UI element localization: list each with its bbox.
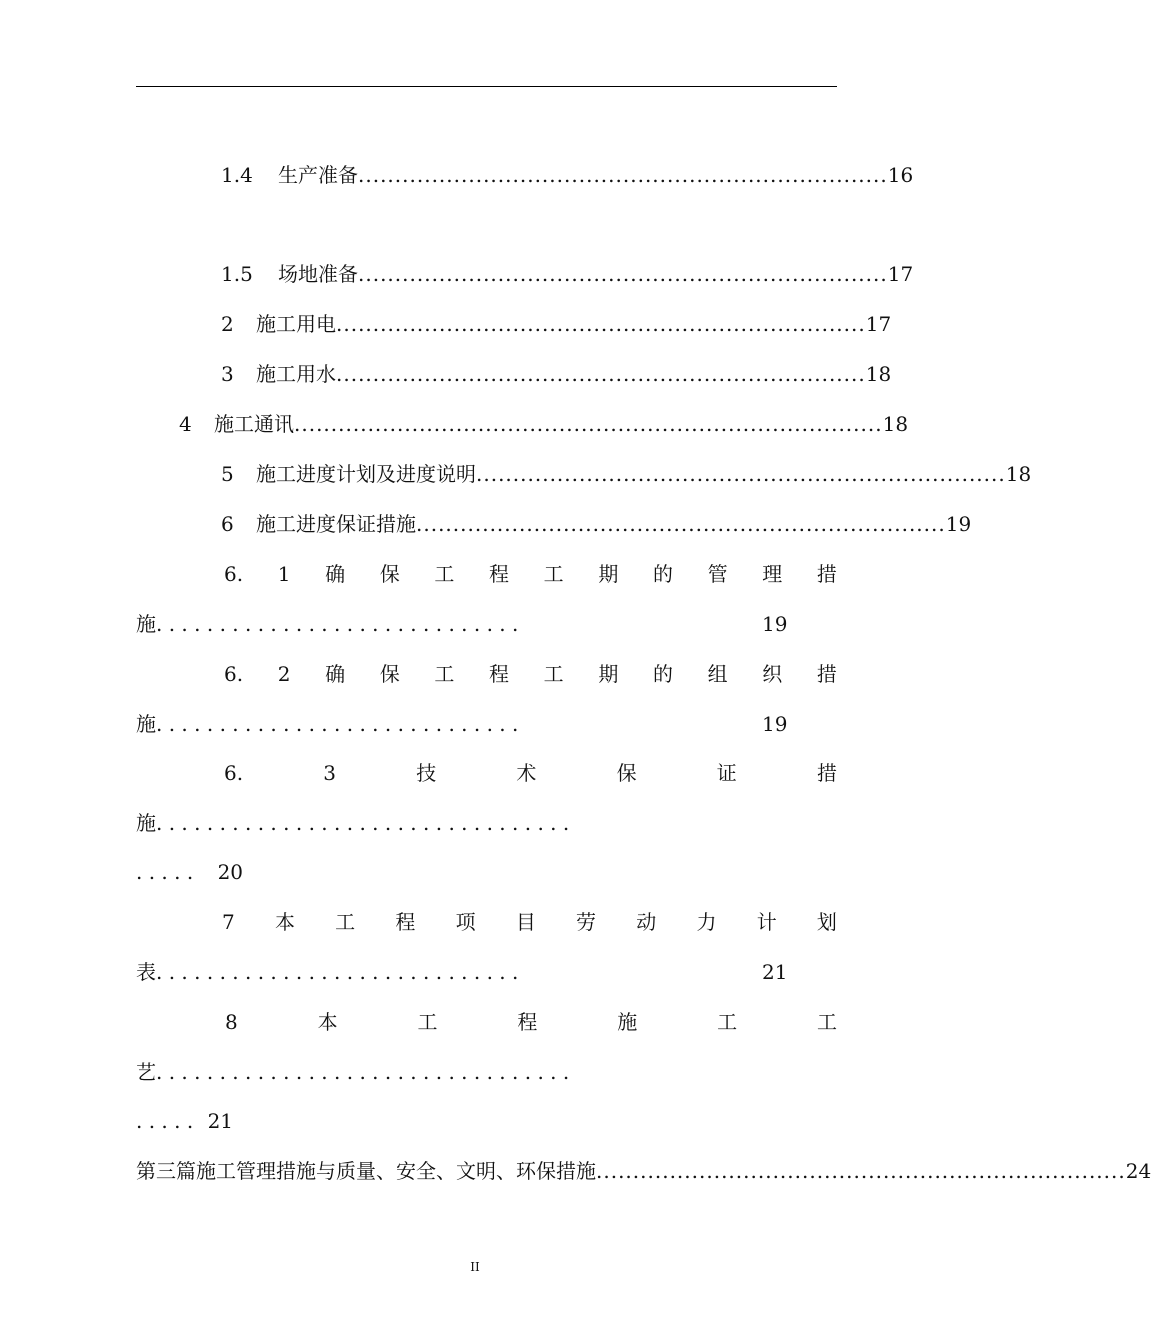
toc-entry-justified-line[interactable] — [224, 660, 837, 688]
toc-justified-token: 2 — [277, 662, 291, 686]
toc-entry-title-tail: 施 — [136, 712, 156, 736]
toc-justified-token: 工 — [434, 562, 455, 586]
toc-entry-title: 场地准备 — [278, 262, 358, 286]
toc-entry-continuation — [136, 610, 518, 638]
toc-justified-token: 技 — [416, 761, 437, 785]
toc-entry-title: 施工通讯 — [214, 412, 294, 436]
toc-entry-continuation — [136, 958, 518, 986]
toc-entry-number: 5 — [221, 462, 234, 486]
toc-justified-token: 保 — [616, 761, 637, 785]
toc-justified-token: 本 — [274, 910, 295, 934]
toc-dot-leader: ........................................................................ — [358, 163, 888, 187]
toc-justified-token: 组 — [707, 662, 728, 686]
toc-entry-title-tail: 表 — [136, 960, 156, 984]
toc-entry[interactable] — [221, 310, 892, 338]
toc-justified-token: 7 — [222, 910, 235, 934]
toc-entry-title: 施工用电 — [256, 312, 336, 336]
toc-justified-token: 8 — [225, 1010, 238, 1034]
toc-entry-title: 施工进度计划及进度说明 — [256, 462, 476, 486]
toc-justified-token: 本 — [317, 1010, 338, 1034]
toc-entry-justified-line[interactable] — [224, 759, 837, 787]
toc-dot-leader: ................................................................................ — [294, 412, 883, 436]
toc-entry-number: 6 — [221, 512, 234, 536]
toc-justified-token: 程 — [517, 1010, 538, 1034]
toc-justified-token: 确 — [325, 662, 346, 686]
toc-justified-token: 划 — [816, 910, 837, 934]
toc-justified-token: 工 — [717, 1010, 738, 1034]
page-footer-number: II — [470, 1260, 480, 1274]
toc-entry-number: 1.4 — [221, 163, 253, 187]
toc-justified-token: 保 — [379, 662, 400, 686]
toc-entry-number: 3 — [221, 362, 234, 386]
toc-justified-token: 程 — [489, 562, 510, 586]
toc-justified-token: 管 — [707, 562, 728, 586]
toc-entry[interactable] — [221, 161, 914, 189]
toc-justified-token: 证 — [716, 761, 737, 785]
toc-entry[interactable] — [179, 410, 909, 438]
toc-entry-justified-line[interactable] — [225, 1008, 837, 1036]
toc-entry-title: 生产准备 — [278, 163, 358, 187]
toc-justified-token: 6. — [224, 662, 244, 686]
toc-entry-number: 1.5 — [221, 262, 253, 286]
toc-entry-title-tail: 施 — [136, 811, 156, 835]
toc-justified-token: 3 — [323, 761, 337, 785]
toc-dot-leader: ........................................................................ — [358, 262, 888, 286]
toc-dot-leader: ........................................................................ — [416, 512, 946, 536]
toc-entry[interactable] — [221, 460, 1032, 488]
toc-dot-leader: . . . . . — [136, 860, 194, 884]
toc-entry-page: 18 — [882, 412, 909, 436]
toc-justified-token: 项 — [455, 910, 476, 934]
toc-justified-token: 措 — [816, 662, 837, 686]
toc-entry-title: 施工进度保证措施 — [256, 512, 416, 536]
toc-dot-leader: ........................................................................ — [336, 312, 866, 336]
toc-dot-leader: ........................................................................ — [596, 1159, 1126, 1183]
toc-entry-justified-line[interactable] — [224, 560, 837, 588]
toc-entry-number: 2 — [221, 312, 234, 336]
toc-justified-token: 工 — [543, 562, 564, 586]
header-rule — [136, 86, 837, 87]
toc-entry-continuation — [136, 809, 569, 837]
toc-entry-title: 施工用水 — [256, 362, 336, 386]
toc-justified-token: 织 — [762, 662, 783, 686]
toc-justified-token: 的 — [652, 562, 673, 586]
toc-justified-token: 的 — [652, 662, 673, 686]
toc-dot-leader: ........................................................................ — [476, 462, 1006, 486]
toc-entry[interactable] — [221, 510, 972, 538]
toc-justified-token: 术 — [516, 761, 537, 785]
toc-dot-leader: . . . . . . . . . . . . . . . . . . . . . . . . . . . . . — [156, 612, 519, 636]
toc-justified-token: 程 — [489, 662, 510, 686]
toc-entry-page: 17 — [865, 312, 892, 336]
toc-dot-leader: ........................................................................ — [336, 362, 866, 386]
toc-entry-page: 19 — [762, 712, 788, 736]
toc-dot-leader: . . . . . . . . . . . . . . . . . . . . . . . . . . . . . . . . . — [156, 811, 570, 835]
toc-dot-leader: . . . . . . . . . . . . . . . . . . . . . . . . . . . . . — [156, 712, 519, 736]
toc-entry-page: 18 — [865, 362, 892, 386]
toc-justified-token: 工 — [816, 1010, 837, 1034]
toc-part-page: 24 — [1125, 1159, 1151, 1183]
toc-justified-token: 理 — [762, 562, 783, 586]
toc-justified-token: 程 — [395, 910, 416, 934]
toc-justified-token: 期 — [598, 662, 619, 686]
toc-justified-token: 计 — [756, 910, 777, 934]
toc-justified-token: 期 — [598, 562, 619, 586]
toc-entry-title-tail: 艺 — [136, 1060, 156, 1084]
toc-entry[interactable] — [221, 360, 892, 388]
toc-justified-token: 施 — [617, 1010, 638, 1034]
toc-entry-page: 19 — [762, 612, 788, 636]
toc-justified-token: 工 — [335, 910, 356, 934]
toc-entry-justified-line[interactable] — [222, 908, 837, 936]
toc-entry-continuation — [136, 710, 518, 738]
toc-entry-page: 16 — [887, 163, 914, 187]
toc-justified-token: 工 — [434, 662, 455, 686]
toc-entry[interactable] — [221, 260, 914, 288]
toc-justified-token: 6. — [224, 761, 244, 785]
toc-justified-token: 力 — [696, 910, 717, 934]
toc-entry-continuation — [136, 1058, 569, 1086]
toc-dot-leader: . . . . . — [136, 1109, 194, 1133]
toc-justified-token: 措 — [816, 761, 837, 785]
toc-part-title: 第三篇施工管理措施与质量、安全、文明、环保措施 — [136, 1159, 596, 1183]
toc-justified-token: 劳 — [576, 910, 597, 934]
toc-justified-token: 1 — [277, 562, 291, 586]
toc-justified-token: 目 — [515, 910, 536, 934]
toc-part-entry[interactable] — [136, 1157, 1151, 1185]
toc-justified-token: 保 — [379, 562, 400, 586]
toc-justified-token: 确 — [325, 562, 346, 586]
toc-entry-title-tail: 施 — [136, 612, 156, 636]
toc-entry-page: 20 — [217, 860, 244, 884]
toc-justified-token: 工 — [417, 1010, 438, 1034]
toc-entry-page: 17 — [887, 262, 914, 286]
toc-dot-leader: . . . . . . . . . . . . . . . . . . . . . . . . . . . . . . . . . — [156, 1060, 570, 1084]
toc-justified-token: 6. — [224, 562, 244, 586]
toc-entry-page: 21 — [762, 960, 788, 984]
toc-justified-token: 动 — [636, 910, 657, 934]
toc-justified-token: 措 — [816, 562, 837, 586]
toc-justified-token: 工 — [543, 662, 564, 686]
toc-entry-page: 21 — [207, 1109, 234, 1133]
toc-dot-leader: . . . . . . . . . . . . . . . . . . . . . . . . . . . . . — [156, 960, 519, 984]
toc-entry-page: 18 — [1005, 462, 1032, 486]
toc-entry-number: 4 — [179, 412, 192, 436]
toc-entry-page: 19 — [945, 512, 972, 536]
toc-entry-continuation-2 — [136, 1107, 233, 1135]
toc-entry-continuation-2 — [136, 858, 243, 886]
